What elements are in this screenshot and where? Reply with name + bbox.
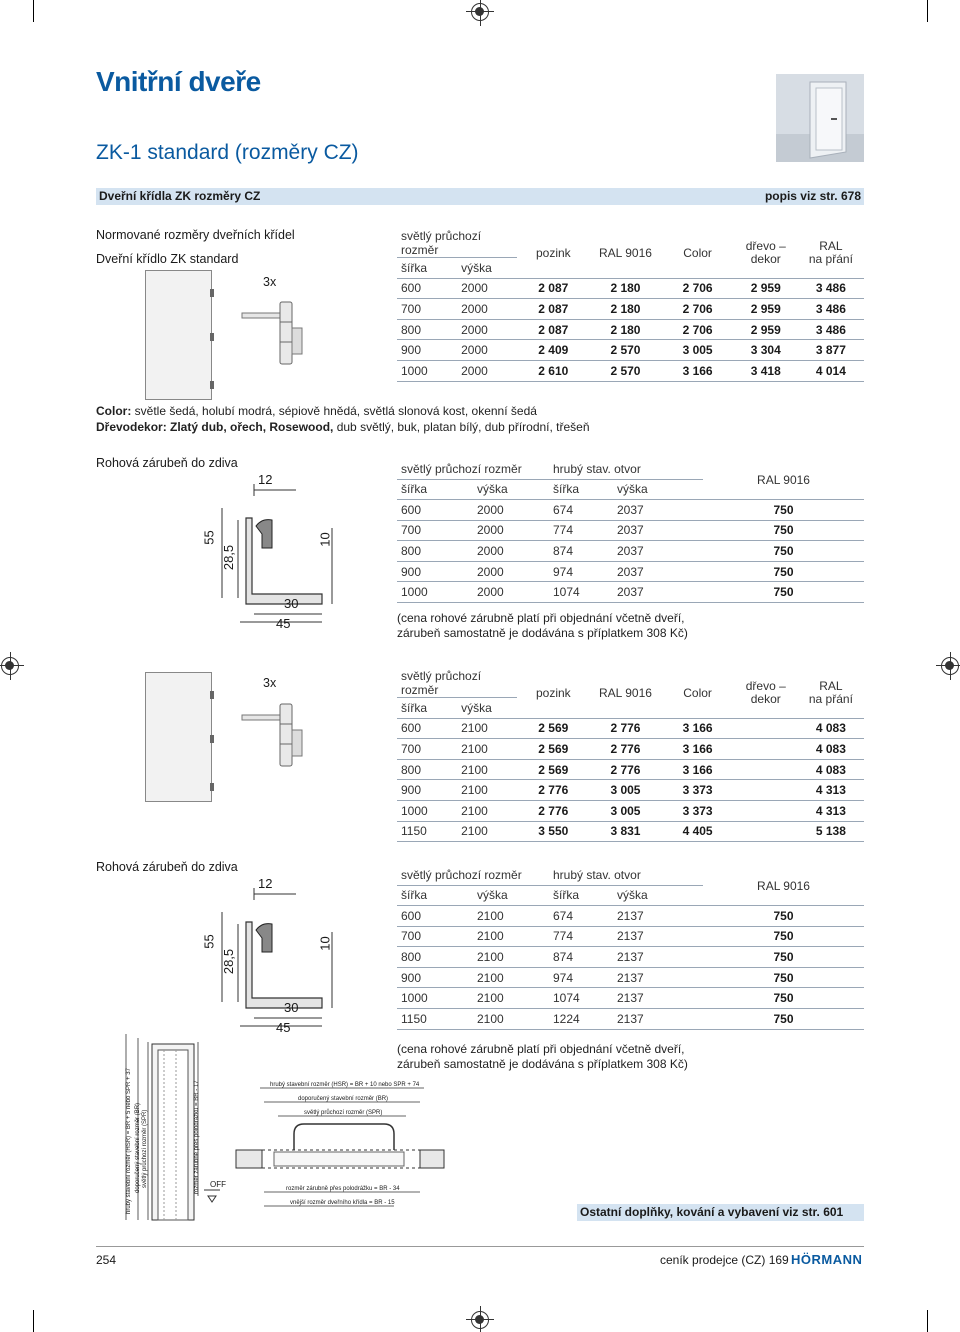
table-cell: 3 166 bbox=[662, 360, 734, 381]
col-group-rough-opening: hrubý stav. otvor bbox=[549, 866, 703, 885]
table-cell: 874 bbox=[549, 541, 613, 562]
table-cell: 2 569 bbox=[517, 739, 589, 760]
table-cell: 2000 bbox=[473, 561, 549, 582]
table-cell bbox=[734, 759, 798, 780]
table-cell: 750 bbox=[703, 906, 864, 927]
table-cell: 750 bbox=[703, 520, 864, 541]
wood-bold: Zlatý dub, ořech, Rosewood, bbox=[166, 420, 334, 434]
frame-title: Rohová zárubeň do zdiva bbox=[96, 860, 238, 874]
dim-28-5: 28,5 bbox=[221, 544, 237, 571]
table-cell: 1224 bbox=[549, 1009, 613, 1030]
table-cell: 2037 bbox=[613, 582, 703, 603]
table-cell: 2 180 bbox=[589, 278, 661, 299]
col-height: výška bbox=[457, 258, 517, 279]
table-cell: 2100 bbox=[457, 821, 517, 842]
table-cell bbox=[734, 739, 798, 760]
dim-10: 10 bbox=[317, 532, 333, 547]
table-row bbox=[397, 360, 864, 381]
dim-leaf-width: vnější rozměr dveřního křídla = BR - 15 bbox=[290, 1200, 395, 1206]
dim-recommended-height: doporučený stavební rozměr (BR) bbox=[135, 1102, 141, 1193]
col-ral-custom bbox=[798, 669, 864, 718]
table-cell: 900 bbox=[397, 340, 457, 361]
table-cell: 2 776 bbox=[589, 759, 661, 780]
table-cell: 2100 bbox=[473, 1009, 549, 1030]
table-cell: 3 166 bbox=[662, 759, 734, 780]
door-leaf-label: Dveřní křídlo ZK standard bbox=[96, 252, 239, 266]
door-leaf-drawing bbox=[145, 270, 212, 400]
table-row bbox=[397, 319, 864, 340]
table-row bbox=[397, 299, 864, 320]
table-cell: 1150 bbox=[397, 821, 457, 842]
catalog-page: ceník prodejce (CZ) 169 bbox=[660, 1253, 789, 1267]
col-ral-custom bbox=[798, 229, 864, 278]
table-cell: 1000 bbox=[397, 988, 473, 1009]
table-cell: 3 373 bbox=[662, 780, 734, 801]
table-cell: 2100 bbox=[473, 947, 549, 968]
table-cell: 2 959 bbox=[734, 278, 798, 299]
col-width: šířka bbox=[397, 885, 473, 906]
price-table-2100 bbox=[397, 669, 864, 842]
table-cell: 2000 bbox=[457, 299, 517, 320]
table-cell: 700 bbox=[397, 299, 457, 320]
wood-options-line bbox=[96, 420, 590, 435]
table-cell: 2 570 bbox=[589, 340, 661, 361]
dim-30: 30 bbox=[284, 596, 299, 611]
registration-mark-icon bbox=[471, 1311, 489, 1329]
col-wood-line1: dřevo – bbox=[745, 239, 786, 254]
section-bar-reference: popis viz str. 678 bbox=[764, 189, 861, 203]
table-cell: 2000 bbox=[457, 360, 517, 381]
dim-12: 12 bbox=[258, 472, 273, 487]
col-width: šířka bbox=[549, 885, 613, 906]
table-cell bbox=[734, 800, 798, 821]
table-row bbox=[397, 520, 864, 541]
table-cell: 750 bbox=[703, 926, 864, 947]
table-cell: 674 bbox=[549, 500, 613, 521]
table-cell: 800 bbox=[397, 541, 473, 562]
dim-frame-height: rozměr zárubně přes polodrážku = BR - 17 bbox=[194, 1080, 200, 1194]
wood-text: dub světlý, buk, platan bílý, dub přírodní, třešeň bbox=[333, 420, 590, 434]
col-width: šířka bbox=[549, 479, 613, 500]
brand-logo: HÖRMANN bbox=[791, 1252, 863, 1267]
table-cell: 2000 bbox=[457, 319, 517, 340]
table-cell: 3 005 bbox=[589, 780, 661, 801]
col-wood-line1: dřevo – bbox=[745, 679, 786, 694]
table-row bbox=[397, 821, 864, 842]
table-cell: 3 486 bbox=[798, 278, 864, 299]
table-cell: 700 bbox=[397, 926, 473, 947]
dim-clear-height: světlý průchozí rozměr (SPR) bbox=[142, 1109, 148, 1188]
table-cell: 2137 bbox=[613, 906, 703, 927]
col-ral9016: RAL 9016 bbox=[589, 669, 661, 718]
table-cell: 3 486 bbox=[798, 319, 864, 340]
crop-mark bbox=[33, 0, 34, 22]
col-ral-line2: na přání bbox=[808, 692, 853, 707]
table-cell: 4 313 bbox=[798, 800, 864, 821]
table-cell: 600 bbox=[397, 278, 457, 299]
table-cell: 2137 bbox=[613, 926, 703, 947]
table-cell: 974 bbox=[549, 967, 613, 988]
table-cell: 874 bbox=[549, 947, 613, 968]
table-cell: 4 083 bbox=[798, 739, 864, 760]
table-cell: 674 bbox=[549, 906, 613, 927]
col-wood bbox=[734, 669, 798, 718]
table-cell: 3 418 bbox=[734, 360, 798, 381]
table-cell: 2 180 bbox=[589, 319, 661, 340]
dim-10: 10 bbox=[317, 936, 333, 951]
table-cell: 900 bbox=[397, 561, 473, 582]
extras-reference: Ostatní doplňky, kování a vybavení viz str. 601 bbox=[580, 1205, 844, 1219]
table-cell: 2 087 bbox=[517, 299, 589, 320]
registration-mark-icon bbox=[471, 3, 489, 21]
table-cell: 1074 bbox=[549, 988, 613, 1009]
table-cell: 800 bbox=[397, 319, 457, 340]
table-cell: 3 005 bbox=[589, 800, 661, 821]
table-cell: 1074 bbox=[549, 582, 613, 603]
table-cell: 800 bbox=[397, 759, 457, 780]
frame-profile-drawing bbox=[200, 468, 350, 633]
table-cell: 750 bbox=[703, 988, 864, 1009]
col-group-clear-size: světlý průchozí rozměr bbox=[397, 669, 517, 698]
table-cell: 750 bbox=[703, 541, 864, 562]
table-cell: 2 087 bbox=[517, 278, 589, 299]
col-color: Color bbox=[662, 669, 734, 718]
crop-mark bbox=[927, 1310, 928, 1332]
door-thumbnail bbox=[776, 74, 864, 162]
table-cell: 2137 bbox=[613, 988, 703, 1009]
frame-note-line2: zárubeň samostatně je dodávána s příplatkem 308 Kč) bbox=[397, 626, 688, 640]
table-cell: 900 bbox=[397, 780, 457, 801]
col-width: šířka bbox=[397, 698, 457, 719]
table-cell: 2037 bbox=[613, 561, 703, 582]
dim-45: 45 bbox=[276, 1020, 291, 1035]
col-wood-line2: dekor bbox=[750, 692, 781, 707]
col-width: šířka bbox=[397, 258, 457, 279]
table-row bbox=[397, 1009, 864, 1030]
frame-note-line2: zárubeň samostatně je dodávána s příplatkem 308 Kč) bbox=[397, 1057, 688, 1071]
table-cell: 2137 bbox=[613, 947, 703, 968]
frame-table-2100 bbox=[397, 866, 864, 1030]
table-cell: 2037 bbox=[613, 541, 703, 562]
col-galvanized: pozink bbox=[517, 669, 589, 718]
table-cell: 2 706 bbox=[662, 278, 734, 299]
table-cell: 750 bbox=[703, 947, 864, 968]
table-cell: 2 706 bbox=[662, 299, 734, 320]
table-cell: 2000 bbox=[473, 500, 549, 521]
registration-mark-icon bbox=[941, 657, 959, 675]
table-cell: 2000 bbox=[473, 541, 549, 562]
wood-label: Dřevodekor: bbox=[96, 420, 167, 434]
table-cell: 3 831 bbox=[589, 821, 661, 842]
table-cell: 3 877 bbox=[798, 340, 864, 361]
table-cell bbox=[734, 780, 798, 801]
col-group-rough-opening: hrubý stav. otvor bbox=[549, 460, 703, 479]
table-cell: 2 959 bbox=[734, 319, 798, 340]
table-cell: 750 bbox=[703, 582, 864, 603]
table-cell: 2 569 bbox=[517, 759, 589, 780]
frame-table-2000 bbox=[397, 460, 864, 603]
table-row bbox=[397, 800, 864, 821]
col-height: výška bbox=[457, 698, 517, 719]
table-cell: 4 014 bbox=[798, 360, 864, 381]
page-number: 254 bbox=[96, 1253, 117, 1267]
col-height: výška bbox=[613, 479, 703, 500]
dim-55: 55 bbox=[201, 934, 217, 949]
table-cell: 974 bbox=[549, 561, 613, 582]
dim-55: 55 bbox=[201, 530, 217, 545]
section-bar bbox=[96, 188, 864, 205]
table-cell: 2100 bbox=[473, 988, 549, 1009]
table-cell: 2000 bbox=[457, 278, 517, 299]
table-cell: 750 bbox=[703, 967, 864, 988]
crop-mark bbox=[927, 0, 928, 22]
page-subtitle: ZK-1 standard (rozměry CZ) bbox=[96, 141, 359, 164]
color-text: světle šedá, holubí modrá, sépiově hnědá, světlá slonová kost, okenní šedá bbox=[131, 404, 537, 418]
table-cell bbox=[734, 821, 798, 842]
registration-mark-icon bbox=[1, 657, 19, 675]
standard-sizes-label: Normované rozměry dveřních křídel bbox=[96, 228, 295, 242]
table-row bbox=[397, 278, 864, 299]
table-cell: 2 570 bbox=[589, 360, 661, 381]
table-cell: 2100 bbox=[457, 759, 517, 780]
table-row bbox=[397, 340, 864, 361]
dim-30: 30 bbox=[284, 1000, 299, 1015]
table-cell: 1000 bbox=[397, 800, 457, 821]
table-cell: 4 405 bbox=[662, 821, 734, 842]
table-cell: 4 083 bbox=[798, 759, 864, 780]
table-cell: 2037 bbox=[613, 500, 703, 521]
table-row bbox=[397, 906, 864, 927]
section-bar-label: Dveřní křídla ZK rozměry CZ bbox=[99, 189, 261, 203]
col-width: šířka bbox=[397, 479, 473, 500]
table-row bbox=[397, 967, 864, 988]
table-row bbox=[397, 500, 864, 521]
table-cell: 2 180 bbox=[589, 299, 661, 320]
table-cell: 3 005 bbox=[662, 340, 734, 361]
dim-rough-width: hrubý stavební rozměr (HSR) = BR + 10 nebo SPR + 74 bbox=[270, 1082, 420, 1088]
dim-45: 45 bbox=[276, 616, 291, 631]
table-row bbox=[397, 718, 864, 739]
table-cell: 2 706 bbox=[662, 319, 734, 340]
table-cell: 2 610 bbox=[517, 360, 589, 381]
table-cell bbox=[734, 718, 798, 739]
table-cell: 1000 bbox=[397, 582, 473, 603]
table-cell: 700 bbox=[397, 520, 473, 541]
dim-28-5: 28,5 bbox=[221, 948, 237, 975]
frame-profile-drawing bbox=[200, 872, 350, 1037]
col-galvanized: pozink bbox=[517, 229, 589, 278]
table-cell: 5 138 bbox=[798, 821, 864, 842]
table-cell: 3 304 bbox=[734, 340, 798, 361]
table-cell: 3 373 bbox=[662, 800, 734, 821]
col-height: výška bbox=[473, 885, 549, 906]
table-cell: 600 bbox=[397, 718, 457, 739]
price-table-2000 bbox=[397, 229, 864, 382]
table-cell: 2 776 bbox=[517, 780, 589, 801]
crop-mark bbox=[33, 1310, 34, 1332]
table-cell: 2100 bbox=[473, 967, 549, 988]
col-group-clear-size: světlý průchozí rozměr bbox=[397, 460, 549, 479]
footer-divider bbox=[96, 1246, 864, 1247]
hinge-quantity: 3x bbox=[263, 676, 277, 690]
table-cell: 4 313 bbox=[798, 780, 864, 801]
table-cell: 700 bbox=[397, 739, 457, 760]
table-cell: 750 bbox=[703, 1009, 864, 1030]
table-cell: 3 166 bbox=[662, 739, 734, 760]
frame-title: Rohová zárubeň do zdiva bbox=[96, 456, 238, 470]
table-cell: 900 bbox=[397, 967, 473, 988]
table-cell: 2100 bbox=[457, 800, 517, 821]
table-cell: 3 486 bbox=[798, 299, 864, 320]
table-cell: 3 166 bbox=[662, 718, 734, 739]
table-cell: 2 776 bbox=[517, 800, 589, 821]
table-cell: 4 083 bbox=[798, 718, 864, 739]
door-leaf-drawing bbox=[145, 672, 212, 802]
color-label: Color: bbox=[96, 404, 132, 418]
table-row bbox=[397, 947, 864, 968]
col-ral9016: RAL 9016 bbox=[589, 229, 661, 278]
table-cell: 600 bbox=[397, 500, 473, 521]
table-cell: 1000 bbox=[397, 360, 457, 381]
table-cell: 800 bbox=[397, 947, 473, 968]
table-cell: 2000 bbox=[473, 582, 549, 603]
hinge-icon bbox=[240, 700, 306, 770]
table-cell: 2000 bbox=[473, 520, 549, 541]
col-wood bbox=[734, 229, 798, 278]
table-cell: 2100 bbox=[457, 780, 517, 801]
dim-12: 12 bbox=[258, 876, 273, 891]
hinge-quantity: 3x bbox=[263, 275, 277, 289]
table-row bbox=[397, 561, 864, 582]
col-height: výška bbox=[473, 479, 549, 500]
col-ral9016: RAL 9016 bbox=[703, 460, 864, 500]
col-wood-line2: dekor bbox=[750, 252, 781, 267]
table-cell: 2 569 bbox=[517, 718, 589, 739]
table-cell: 750 bbox=[703, 500, 864, 521]
col-color: Color bbox=[662, 229, 734, 278]
table-cell: 2100 bbox=[457, 718, 517, 739]
table-cell: 750 bbox=[703, 561, 864, 582]
table-row bbox=[397, 988, 864, 1009]
table-row bbox=[397, 926, 864, 947]
col-group-clear-size: světlý průchozí rozměr bbox=[397, 866, 549, 885]
col-ral9016: RAL 9016 bbox=[703, 866, 864, 906]
table-row bbox=[397, 780, 864, 801]
table-row bbox=[397, 582, 864, 603]
color-options-line bbox=[96, 404, 537, 419]
frame-note-line1: (cena rohové zárubně platí při objednání včetně dveří, bbox=[397, 1042, 685, 1056]
table-cell: 2 959 bbox=[734, 299, 798, 320]
table-cell: 2100 bbox=[473, 926, 549, 947]
table-cell: 2000 bbox=[457, 340, 517, 361]
col-height: výška bbox=[613, 885, 703, 906]
dim-recommended-width: doporučený stavební rozměr (BR) bbox=[298, 1096, 389, 1102]
table-cell: 2137 bbox=[613, 1009, 703, 1030]
col-ral-line2: na přání bbox=[808, 252, 853, 267]
table-cell: 2 776 bbox=[589, 739, 661, 760]
extras-bar bbox=[577, 1204, 864, 1221]
table-cell: 2037 bbox=[613, 520, 703, 541]
table-row bbox=[397, 739, 864, 760]
dim-clear-width: světlý průchozí rozměr (SPR) bbox=[304, 1110, 383, 1116]
dim-rough-height: hrubý stavební rozměr (HSR) = BR + 5 nebo SPR + 37 bbox=[126, 1068, 132, 1214]
table-cell: 1150 bbox=[397, 1009, 473, 1030]
table-cell: 774 bbox=[549, 520, 613, 541]
hinge-icon bbox=[240, 298, 306, 368]
table-cell: 600 bbox=[397, 906, 473, 927]
table-cell: 2100 bbox=[457, 739, 517, 760]
col-ral-line1: RAL bbox=[819, 239, 843, 254]
table-cell: 2100 bbox=[473, 906, 549, 927]
plan-drawing bbox=[234, 1080, 446, 1220]
page-title: Vnitřní dveře bbox=[96, 66, 261, 97]
table-row bbox=[397, 541, 864, 562]
frame-note-line1: (cena rohové zárubně platí při objednání včetně dveří, bbox=[397, 611, 685, 625]
floor-level-label: OFF bbox=[210, 1180, 226, 1189]
elevation-drawing bbox=[104, 1028, 234, 1224]
col-ral-line1: RAL bbox=[819, 679, 843, 694]
table-cell: 3 550 bbox=[517, 821, 589, 842]
table-cell: 2137 bbox=[613, 967, 703, 988]
table-cell: 2 409 bbox=[517, 340, 589, 361]
table-cell: 2 776 bbox=[589, 718, 661, 739]
dim-frame-width: rozměr zárubně přes polodrážku = BR - 34 bbox=[286, 1186, 400, 1192]
table-cell: 774 bbox=[549, 926, 613, 947]
col-group-clear-size: světlý průchozí rozměr bbox=[397, 229, 517, 258]
table-row bbox=[397, 759, 864, 780]
table-cell: 2 087 bbox=[517, 319, 589, 340]
